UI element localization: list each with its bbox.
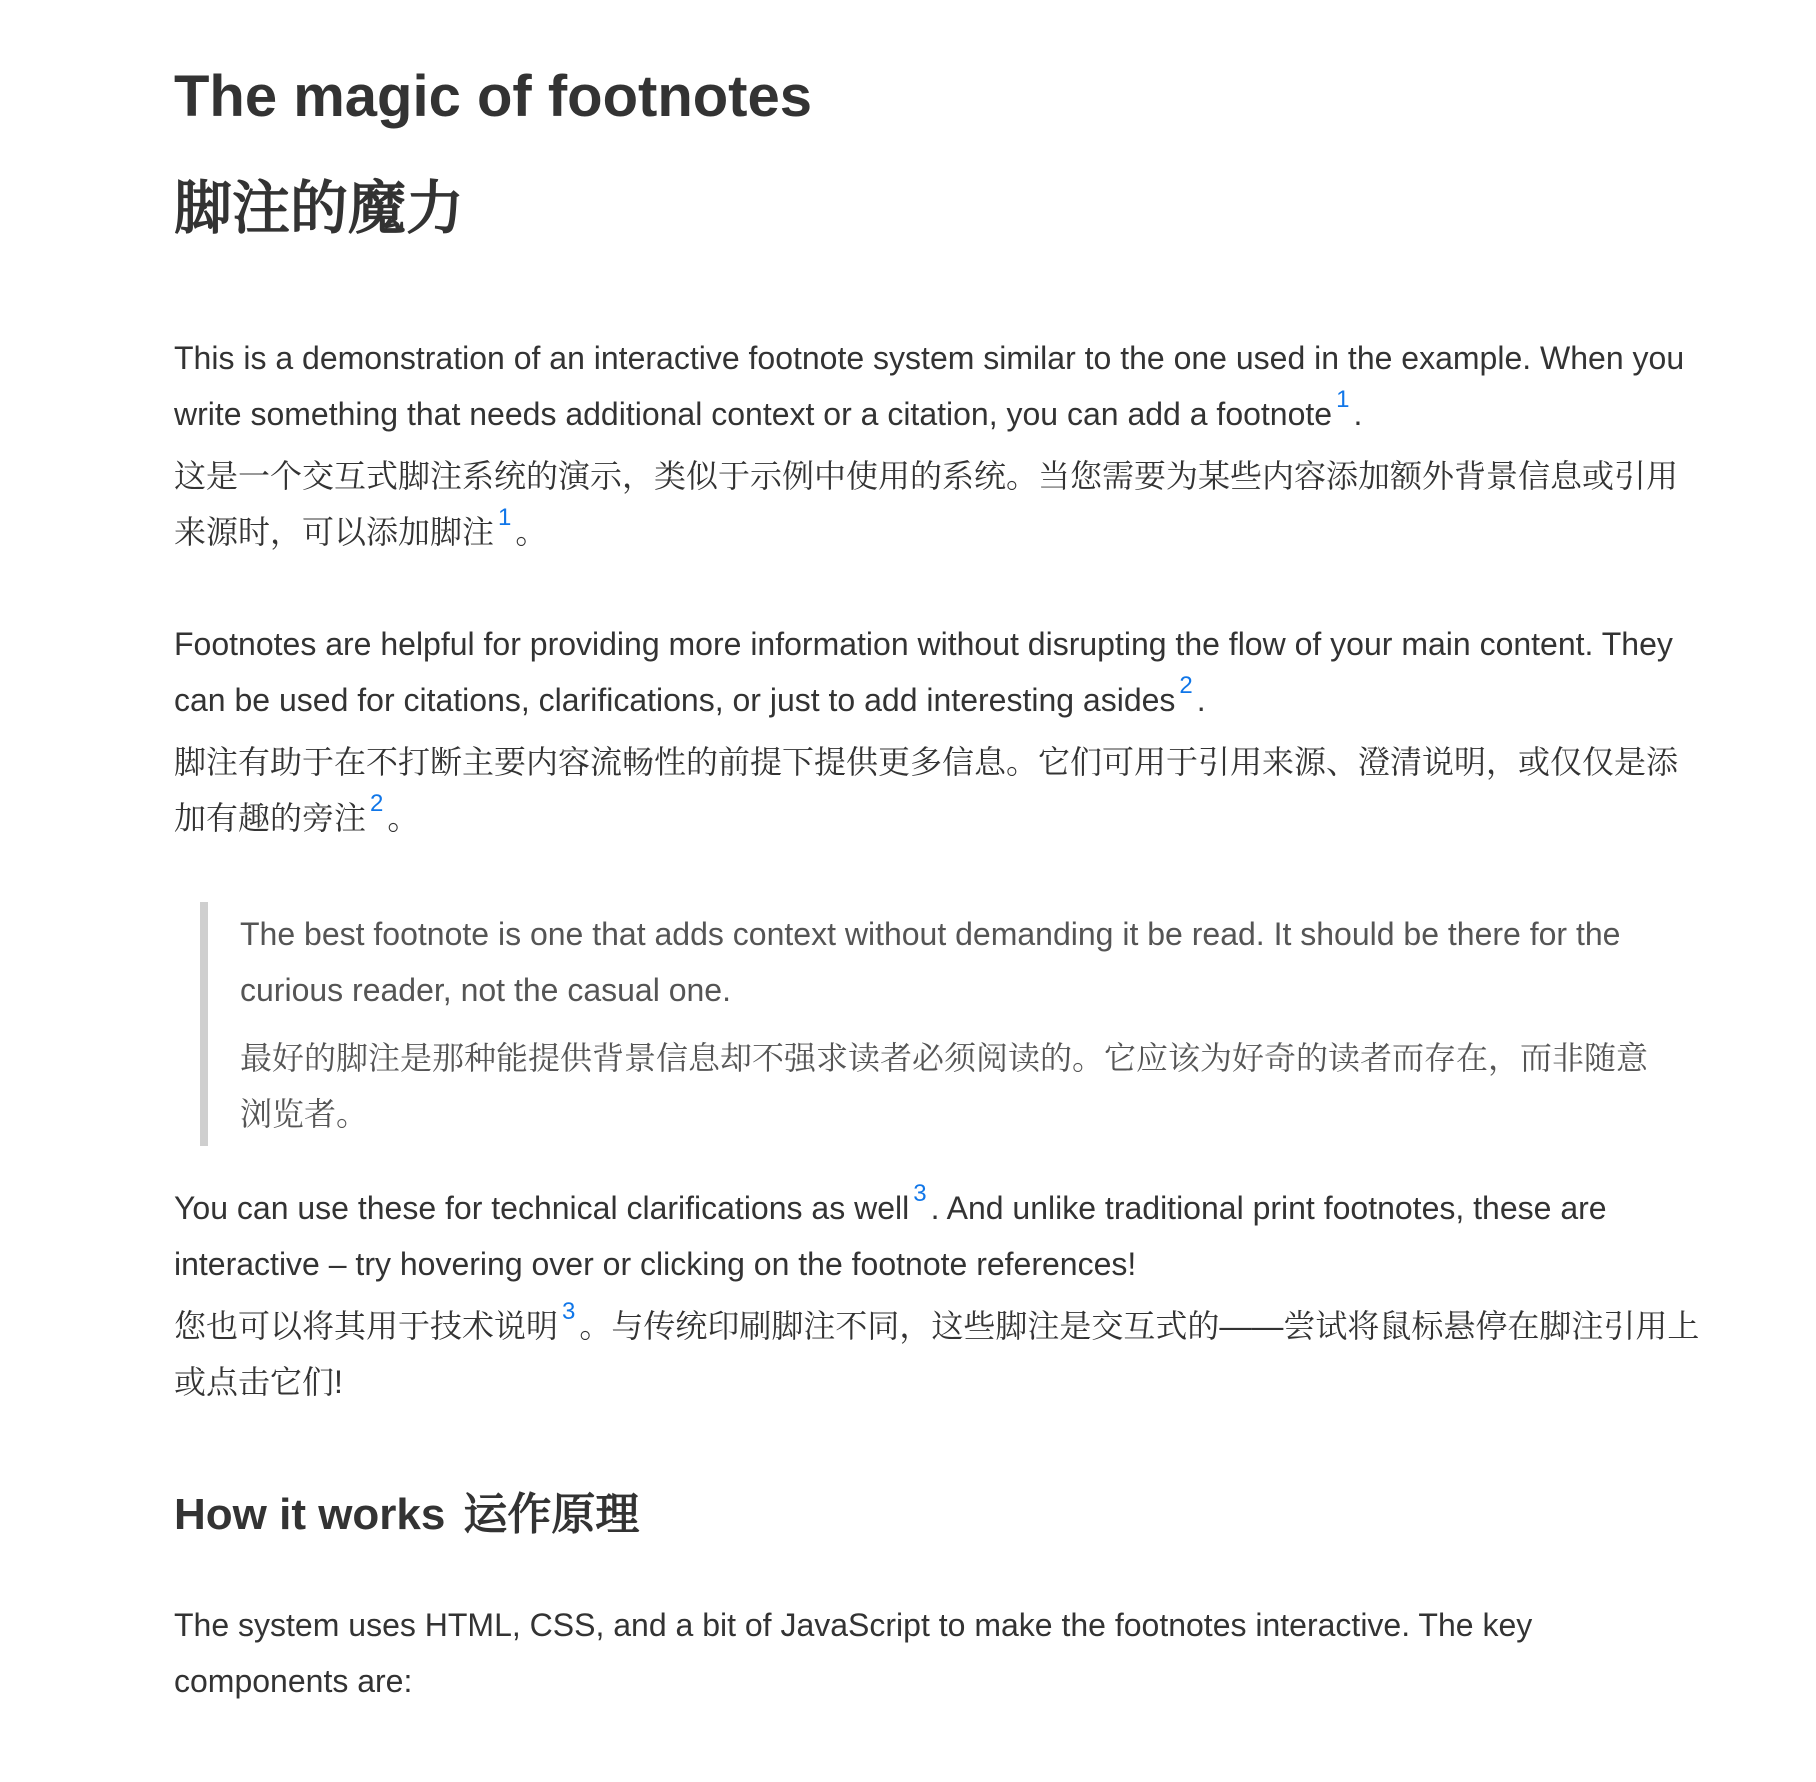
text-run: 。 [387,800,420,836]
paragraph-intro-en [174,330,1706,442]
footnote-ref-2-zh[interactable]: 2 [370,790,384,817]
text-run: 。 [515,514,548,550]
paragraph-closing: The system uses HTML, CSS, and a bit of JavaScript to make the footnotes interactive. The key components are: [174,1607,1533,1699]
text-run: Footnotes are helpful for providing more information without disrupting the flow of your main content. They can be used for citations, clarifications, or just to add interesting asides [174,626,1673,718]
section-heading-en: How it works [174,1490,446,1539]
document-page [174,0,1706,1709]
paragraph-usage-zh [174,734,1706,846]
quote-block [200,902,1706,1146]
page-title-en: The magic of footnotes [174,64,812,129]
text-run: 这是一个交互式脚注系统的演示，类似于示例中使用的系统。当您需要为某些内容添加额外背景信息或引用来源时，可以添加脚注 [174,458,1679,550]
quote-text-zh: 最好的脚注是那种能提供背景信息却不强求读者必须阅读的。它应该为好奇的读者而存在，而非随意浏览者。 [240,1040,1649,1132]
text-run: . And unlike traditional print footnotes, these are interactive – try hovering over or clicking on the footnote references! [174,1190,1607,1282]
text-run: . [1353,396,1363,432]
footnote-ref-2[interactable]: 2 [1179,672,1193,699]
footnote-ref-3[interactable]: 3 [913,1180,927,1207]
paragraph-interactive [174,1180,1706,1410]
text-run: . [1196,682,1206,718]
footnote-ref-1-zh[interactable]: 1 [498,504,512,531]
paragraph-intro-zh [174,448,1706,560]
quote-text-en: The best footnote is one that adds context without demanding it be read. It should be there for the curious reader, not the casual one. [240,916,1621,1008]
section-heading-how-it-works [174,1486,1706,1543]
paragraph-usage [174,616,1706,846]
footnote-ref-3-zh[interactable]: 3 [562,1298,576,1325]
paragraph-interactive-en [174,1180,1706,1292]
text-run: This is a demonstration of an interactive footnote system similar to the one used in the example. When you write something that needs additional context or a citation, you can add a footnote [174,340,1685,432]
page-title-zh: 脚注的魔力 [174,176,465,241]
text-run: 。与传统印刷脚注不同，这些脚注是交互式的——尝试将鼠标悬停在脚注引用上或点击它们! [174,1308,1700,1400]
footnote-ref-1[interactable]: 1 [1336,386,1350,413]
text-run: 您也可以将其用于技术说明 [174,1308,559,1344]
paragraph-usage-en [174,616,1706,728]
section-heading-zh: 运作原理 [463,1490,640,1539]
paragraph-intro [174,330,1706,560]
paragraph-interactive-zh [174,1298,1706,1410]
text-run: 脚注有助于在不打断主要内容流畅性的前提下提供更多信息。它们可用于引用来源、澄清说明，或仅仅是添加有趣的旁注 [174,744,1679,836]
text-run: You can use these for technical clarifications as well [174,1190,910,1226]
